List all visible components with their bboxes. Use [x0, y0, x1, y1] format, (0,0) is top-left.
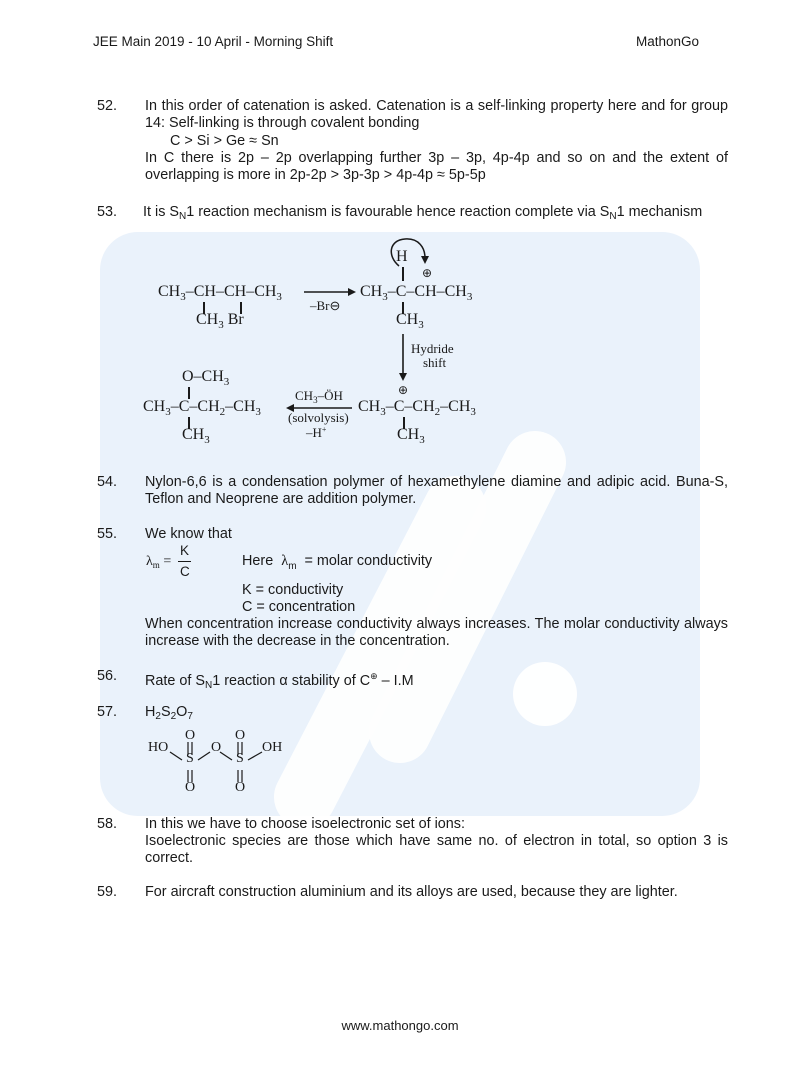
carbocation1-formula: $CH_3-C-CH-CH_3$: [360, 283, 473, 303]
question-number: 52.: [97, 98, 118, 114]
question-text: In this order of catenation is asked. Catenation is a self-linking property here and for group 14: Self-linking is through covalent bonding: [145, 98, 728, 131]
pyrosulfuric-acid-formula: $H_2S_2O_7$: [145, 704, 193, 722]
catenation-order: C > Si > Ge ≈ Sn: [170, 133, 279, 149]
structure-bonds-icon: [140, 722, 310, 802]
question-number: 53.: [97, 204, 118, 220]
question-number: 59.: [97, 884, 118, 900]
lambda-definition: Here $\lambda_m$ = molar conductivity: [242, 553, 433, 572]
positive-charge-icon: ⊕: [398, 383, 409, 397]
question-number: 58.: [97, 816, 118, 832]
question-text: Nylon-6,6 is a condensation polymer of hexamethylene diamine and adipic acid. Buna-S, Teflon and Neoprene are addition polymer.: [145, 474, 728, 507]
footer-url: www.mathongo.com: [341, 1018, 459, 1033]
page-header-title: JEE Main 2019 - 10 April - Morning Shift: [93, 34, 334, 49]
migrating-hydrogen: H: [396, 248, 408, 265]
product-formula: $CH_3-C-CH_2-CH_3$: [143, 398, 261, 418]
intro-text: We know that: [145, 526, 232, 542]
carbocation2-formula: $CH_3-C-CH_2-CH_3$: [358, 398, 476, 418]
carbocation1-branch: $CH_3$: [396, 311, 424, 331]
fraction-bar: [178, 561, 191, 562]
question-number: 57.: [97, 704, 118, 720]
question-number: 55.: [97, 526, 118, 542]
solvolysis-label: (solvolysis): [288, 410, 349, 425]
question-text: In this we have to choose isoelectronic set of ions:: [145, 816, 465, 832]
question-number: 54.: [97, 474, 118, 490]
question-explanation: Isoelectronic species are those which have same no. of electron in total, so option 3 is correct.: [145, 833, 728, 866]
shift-label: shift: [423, 355, 447, 370]
overlap-explanation: In C there is 2p – 2p overlapping further 3p – 3p, 4p-4p and so on and the extent of overlapping is more in 2p-2p > 3p-3p > 4p-4p ≈ 5p-5p: [145, 150, 728, 183]
reactant-branches: $CH_3$ Br: [196, 311, 244, 331]
question-number: 56.: [97, 668, 118, 684]
question-text: Rate of $S_N1$ reaction α stability of C⊕ – I.M: [145, 671, 414, 691]
carbocation2-branch: $CH_3$: [397, 426, 425, 446]
k-definition: K = conductivity: [242, 582, 344, 598]
hydride-label: Hydride: [411, 341, 454, 356]
question-text: It is $S_N1$ reaction mechanism is favourable hence reaction complete via $S_N1$ mechanism: [143, 204, 703, 222]
product-methoxy: $O-CH_3$: [182, 368, 230, 388]
curved-arrow-icon: [385, 236, 435, 272]
methanol-reagent: $CH_3-ÖH$: [295, 388, 343, 405]
positive-charge-icon: ⊕: [422, 266, 433, 280]
product-branch: $CH_3$: [182, 426, 210, 446]
reaction-arrow-icon: [302, 286, 358, 298]
step1-reagent: –Br⊖: [310, 298, 341, 313]
hydride-shift-arrow-icon: [396, 333, 410, 383]
proton-loss-label: –H+: [306, 425, 327, 440]
question-text: For aircraft construction aluminium and its alloys are used, because they are lighter.: [145, 884, 678, 900]
c-definition: C = concentration: [242, 599, 356, 615]
page-header-brand: MathonGo: [636, 34, 700, 49]
reactant-formula: $CH_3-CH-CH-CH_3$: [158, 283, 282, 303]
